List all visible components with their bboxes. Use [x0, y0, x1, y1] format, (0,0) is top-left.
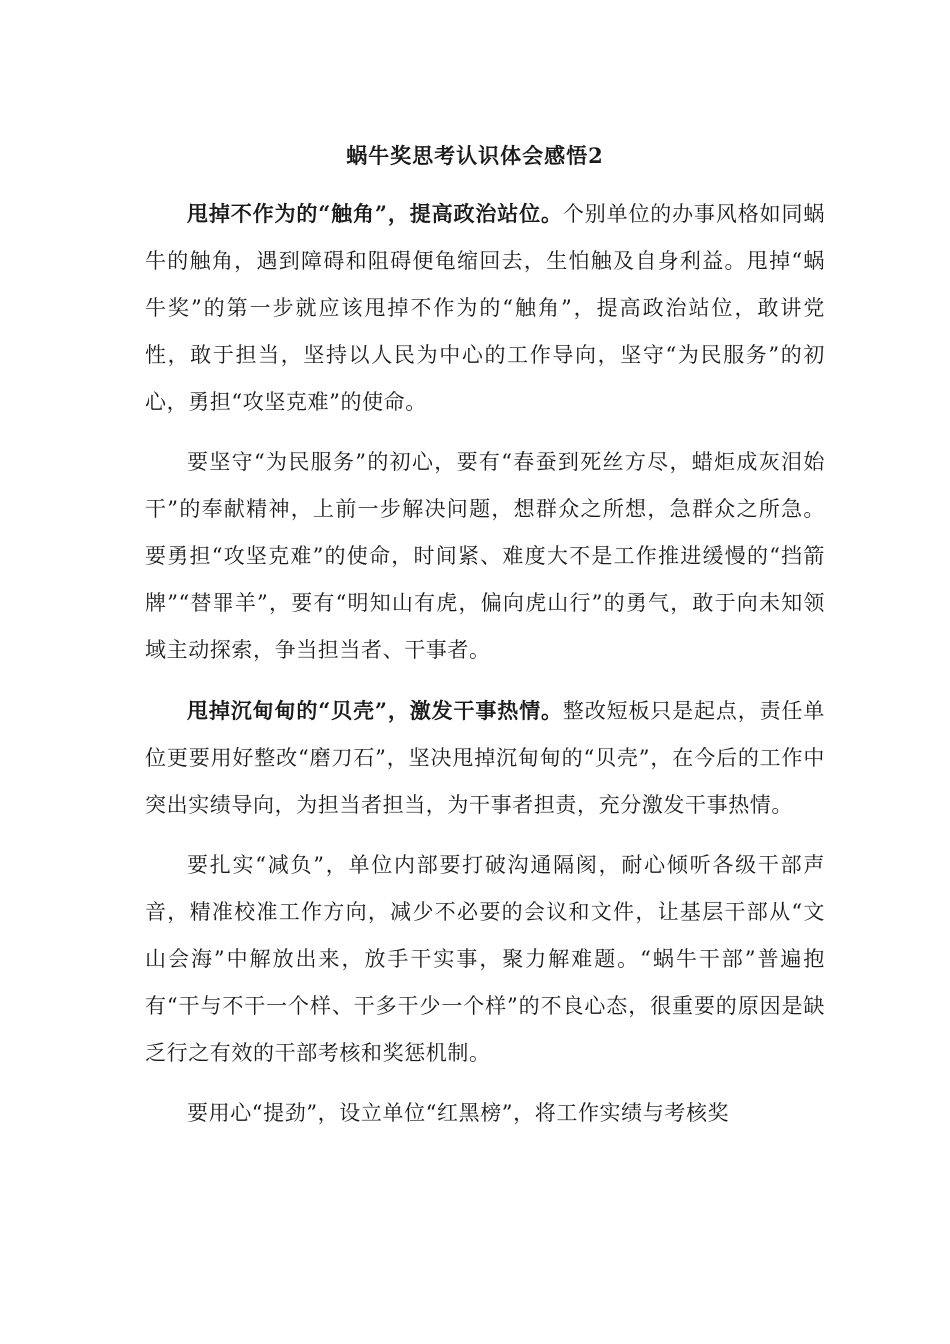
- paragraph-heading: 甩掉不作为的“触角”，提高政治站位。: [187, 201, 563, 226]
- paragraph-text: 要坚守“为民服务”的初心，要有“春蚕到死丝方尽，蜡炬成灰泪始干”的奉献精神，上前一步解决问题，想群众之所想，急群众之所急。要勇担“攻坚克难”的使命，时间紧、难度大不是工作推进缓慢的“挡箭牌”“替罪羊”，要有“明知山有虎，偏向虎山行”的勇气，敢于向未知领域主动探索，争当担当者、干事者。: [145, 450, 825, 662]
- paragraph-1: [145, 190, 825, 426]
- paragraph-4: [145, 842, 825, 1077]
- document-title: 蜗牛奖思考认识体会感悟2: [346, 143, 604, 168]
- paragraph-text: 整改短板只是起点，责任单位更要用好整改“磨刀石”，坚决甩掉沉甸甸的“贝壳”，在今后的工作中突出实绩导向，为担当者担当，为干事者担责，充分激发干事热情。: [145, 699, 825, 817]
- paragraph-3: [145, 687, 825, 829]
- paragraph-5: [145, 1090, 825, 1137]
- paragraph-2: [145, 439, 825, 674]
- paragraph-text: 要扎实“减负”，单位内部要打破沟通隔阂，耐心倾听各级干部声音，精准校准工作方向，减少不必要的会议和文件，让基层干部从“文山会海”中解放出来，放手干实事，聚力解难题。“蜗牛干部”普遍抱有“干与不干一个样、干多干少一个样”的不良心态，很重要的原因是缺乏行之有效的干部考核和奖惩机制。: [145, 853, 825, 1065]
- paragraph-text: 要用心“提劲”，设立单位“红黑榜”，将工作实绩与考核奖: [187, 1101, 730, 1125]
- document-body: [145, 190, 825, 1150]
- paragraph-text: 个别单位的办事风格如同蜗牛的触角，遇到障碍和阻碍便龟缩回去，生怕触及自身利益。甩掉“蜗牛奖”的第一步就应该甩掉不作为的“触角”，提高政治站位，敢讲党性，敢于担当，坚持以人民为中心的工作导向，坚守“为民服务”的初心，勇担“攻坚克难”的使命。: [145, 202, 825, 414]
- paragraph-heading: 甩掉沉甸甸的“贝壳”，激发干事热情。: [187, 698, 563, 723]
